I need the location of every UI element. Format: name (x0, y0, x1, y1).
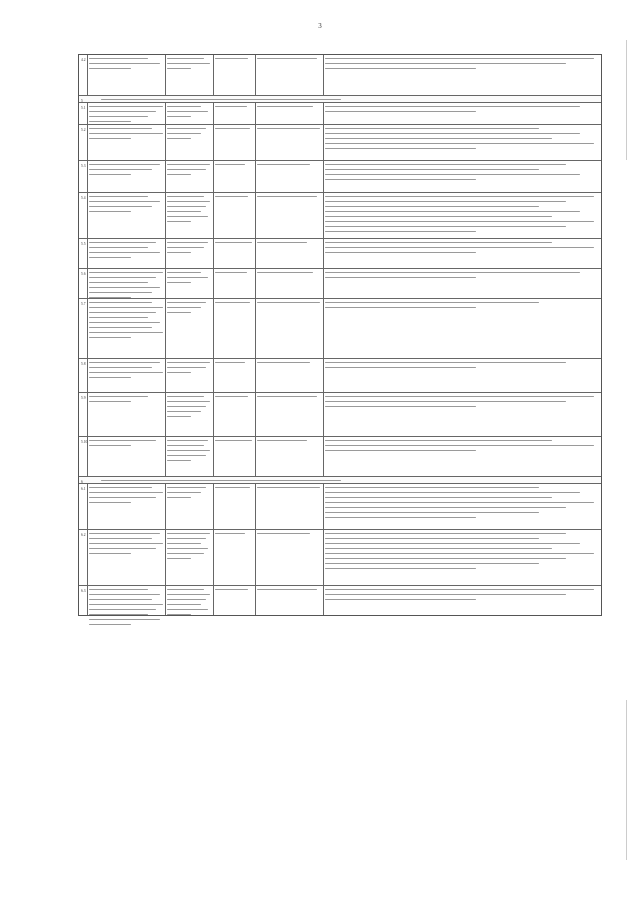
row-number: 5.7 (81, 302, 86, 306)
unreadable-text-line (325, 538, 539, 539)
unreadable-text-line (167, 307, 201, 308)
table-row (79, 192, 601, 238)
unreadable-text-line (89, 599, 152, 600)
unreadable-text-line (167, 221, 191, 222)
unreadable-text-line (89, 332, 163, 333)
unreadable-text-line (89, 492, 163, 493)
unreadable-text-line (257, 58, 317, 59)
unreadable-text-line (215, 396, 248, 397)
unreadable-text-line (167, 492, 201, 493)
unreadable-text-line (325, 507, 566, 508)
unreadable-text-line (89, 548, 156, 549)
unreadable-text-line (325, 563, 539, 564)
unreadable-text-line (167, 614, 191, 615)
unreadable-text-line (89, 307, 163, 308)
unreadable-text-line (325, 594, 566, 595)
unreadable-text-line (325, 362, 566, 363)
unreadable-text-line (325, 487, 539, 488)
unreadable-text-line (167, 497, 191, 498)
unreadable-text-line (89, 252, 160, 253)
unreadable-text-line (257, 487, 320, 488)
unreadable-text-line (325, 231, 476, 232)
unreadable-text-line (325, 174, 580, 175)
unreadable-text-line (89, 63, 160, 64)
unreadable-text-line (325, 502, 594, 503)
unreadable-text-line (257, 440, 307, 441)
unreadable-text-line (325, 492, 580, 493)
unreadable-text-line (325, 206, 539, 207)
unreadable-text-line (89, 322, 160, 323)
unreadable-text-line (325, 599, 476, 600)
unreadable-text-line (167, 401, 210, 402)
table-row (79, 392, 601, 436)
unreadable-text-line (89, 445, 131, 446)
unreadable-text-line (215, 106, 247, 107)
unreadable-text-line (167, 312, 191, 313)
unreadable-text-line (89, 196, 148, 197)
row-number: 6.2 (81, 533, 86, 537)
unreadable-text-line (325, 211, 580, 212)
unreadable-text-line (101, 99, 341, 100)
unreadable-text-line (167, 548, 208, 549)
unreadable-text-line (325, 133, 580, 134)
unreadable-text-line (89, 317, 148, 318)
unreadable-text-line (325, 272, 580, 273)
table-row (79, 124, 601, 160)
unreadable-text-line (89, 211, 131, 212)
row-number: 5.1 (81, 106, 86, 110)
unreadable-text-line (167, 450, 210, 451)
unreadable-text-line (167, 282, 191, 283)
unreadable-text-line (325, 216, 552, 217)
unreadable-text-line (89, 604, 163, 605)
unreadable-text-line (89, 312, 156, 313)
table-row (79, 160, 601, 192)
unreadable-text-line (215, 58, 248, 59)
unreadable-text-line (167, 196, 204, 197)
unreadable-text-line (325, 497, 552, 498)
unreadable-text-line (325, 302, 539, 303)
unreadable-text-line (325, 179, 476, 180)
unreadable-text-line (167, 272, 201, 273)
row-number: 5.4 (81, 196, 86, 200)
unreadable-text-line (89, 257, 131, 258)
unreadable-text-line (89, 201, 160, 202)
unreadable-text-line (89, 287, 160, 288)
row-number: 5.5 (81, 242, 86, 246)
unreadable-text-line (215, 487, 250, 488)
unreadable-text-line (325, 401, 566, 402)
unreadable-text-line (167, 460, 191, 461)
unreadable-text-line (167, 455, 206, 456)
unreadable-text-line (167, 440, 208, 441)
unreadable-text-line (167, 252, 191, 253)
unreadable-text-line (325, 221, 594, 222)
unreadable-text-line (89, 247, 148, 248)
table-row (79, 238, 601, 268)
unreadable-text-line (89, 111, 156, 112)
unreadable-text-line (215, 533, 245, 534)
table-row (79, 585, 601, 637)
unreadable-text-line (257, 164, 310, 165)
unreadable-text-line (89, 164, 160, 165)
row-number: 6 (81, 480, 83, 484)
table-row (79, 436, 601, 476)
unreadable-text-line (325, 111, 476, 112)
unreadable-text-line (89, 174, 131, 175)
unreadable-text-line (325, 450, 476, 451)
unreadable-text-line (89, 58, 148, 59)
unreadable-text-line (325, 106, 580, 107)
unreadable-text-line (325, 568, 476, 569)
unreadable-text-line (89, 367, 152, 368)
unreadable-text-line (325, 517, 476, 518)
unreadable-text-line (325, 164, 566, 165)
row-number: 5.6 (81, 272, 86, 276)
unreadable-text-line (215, 164, 245, 165)
unreadable-text-line (167, 594, 210, 595)
row-number: 5 (81, 99, 83, 103)
unreadable-text-line (325, 247, 594, 248)
unreadable-text-line (167, 558, 191, 559)
unreadable-text-line (215, 589, 248, 590)
unreadable-text-line (167, 487, 206, 488)
row-number: 5.9 (81, 396, 86, 400)
unreadable-text-line (325, 169, 539, 170)
scan-edge-mark (626, 40, 627, 160)
unreadable-text-line (215, 440, 252, 441)
unreadable-text-line (89, 327, 152, 328)
unreadable-text-line (325, 445, 594, 446)
unreadable-text-line (167, 411, 201, 412)
unreadable-text-line (167, 362, 210, 363)
unreadable-text-line (167, 201, 210, 202)
unreadable-text-line (167, 553, 204, 554)
row-number: 4.2 (81, 58, 86, 62)
unreadable-text-line (167, 106, 201, 107)
unreadable-text-line (215, 196, 248, 197)
row-number: 5.3 (81, 164, 86, 168)
unreadable-text-line (257, 396, 317, 397)
page-number: 3 (318, 22, 322, 30)
unreadable-text-line (167, 277, 208, 278)
unreadable-text-line (167, 302, 206, 303)
unreadable-text-line (167, 604, 201, 605)
unreadable-text-line (89, 372, 163, 373)
unreadable-text-line (89, 377, 131, 378)
unreadable-text-line (89, 619, 160, 620)
unreadable-text-line (167, 367, 206, 368)
unreadable-text-line (167, 206, 206, 207)
row-number: 5.8 (81, 362, 86, 366)
unreadable-text-line (325, 512, 539, 513)
unreadable-text-line (257, 533, 310, 534)
unreadable-text-line (89, 594, 160, 595)
unreadable-text-line (257, 302, 320, 303)
unreadable-text-line (89, 302, 152, 303)
table-row (79, 268, 601, 298)
unreadable-text-line (257, 196, 317, 197)
table-row (79, 483, 601, 529)
unreadable-text-line (215, 362, 245, 363)
unreadable-text-line (167, 396, 204, 397)
unreadable-text-line (89, 206, 152, 207)
unreadable-text-line (167, 211, 201, 212)
unreadable-text-line (325, 128, 539, 129)
unreadable-text-line (257, 362, 310, 363)
unreadable-text-line (325, 58, 594, 59)
section-header-row (79, 95, 601, 102)
unreadable-text-line (89, 543, 163, 544)
unreadable-text-line (167, 164, 210, 165)
unreadable-text-line (325, 68, 476, 69)
unreadable-text-line (325, 548, 552, 549)
unreadable-text-line (89, 553, 131, 554)
unreadable-text-line (215, 242, 252, 243)
unreadable-text-line (167, 116, 191, 117)
unreadable-text-line (325, 396, 594, 397)
row-number: 5.2 (81, 128, 86, 132)
unreadable-text-line (167, 133, 201, 134)
section-header-row (79, 476, 601, 483)
unreadable-text-line (325, 63, 566, 64)
unreadable-text-line (325, 148, 476, 149)
unreadable-text-line (167, 138, 191, 139)
unreadable-text-line (89, 533, 160, 534)
unreadable-text-line (89, 68, 131, 69)
unreadable-text-line (257, 242, 307, 243)
table-row (79, 529, 601, 585)
table-row (79, 102, 601, 124)
unreadable-text-line (167, 169, 206, 170)
unreadable-text-line (89, 624, 131, 625)
unreadable-text-line (325, 440, 552, 441)
unreadable-text-line (89, 396, 148, 397)
unreadable-text-line (325, 196, 594, 197)
unreadable-text-line (167, 111, 208, 112)
unreadable-text-line (89, 497, 156, 498)
unreadable-text-line (325, 252, 476, 253)
unreadable-text-line (89, 502, 131, 503)
unreadable-text-line (89, 106, 163, 107)
unreadable-text-line (89, 609, 156, 610)
unreadable-text-line (89, 440, 156, 441)
unreadable-text-line (167, 247, 204, 248)
unreadable-text-line (325, 277, 476, 278)
unreadable-text-line (325, 307, 476, 308)
unreadable-text-line (167, 242, 208, 243)
unreadable-text-line (167, 68, 191, 69)
unreadable-text-line (89, 121, 131, 122)
unreadable-text-line (167, 174, 191, 175)
row-number: 6.1 (81, 487, 86, 491)
unreadable-text-line (89, 589, 148, 590)
unreadable-text-line (89, 362, 160, 363)
unreadable-text-line (325, 242, 552, 243)
unreadable-text-line (325, 543, 580, 544)
unreadable-text-line (167, 128, 206, 129)
unreadable-text-line (101, 480, 341, 481)
indicator-table (78, 54, 602, 616)
unreadable-text-line (89, 272, 163, 273)
unreadable-text-line (89, 282, 148, 283)
unreadable-text-line (89, 277, 156, 278)
unreadable-text-line (325, 143, 594, 144)
unreadable-text-line (89, 169, 152, 170)
unreadable-text-line (89, 242, 156, 243)
unreadable-text-line (325, 589, 594, 590)
table-row (79, 298, 601, 358)
unreadable-text-line (89, 128, 152, 129)
unreadable-text-line (167, 589, 204, 590)
unreadable-text-line (257, 272, 313, 273)
unreadable-text-line (89, 614, 148, 615)
unreadable-text-line (167, 63, 210, 64)
scan-edge-mark (626, 700, 627, 860)
unreadable-text-line (89, 337, 131, 338)
unreadable-text-line (257, 589, 317, 590)
unreadable-text-line (325, 533, 566, 534)
unreadable-text-line (325, 138, 552, 139)
unreadable-text-line (325, 553, 594, 554)
unreadable-text-line (89, 487, 152, 488)
unreadable-text-line (325, 406, 476, 407)
unreadable-text-line (325, 558, 566, 559)
unreadable-text-line (89, 292, 152, 293)
unreadable-text-line (257, 128, 320, 129)
unreadable-text-line (167, 543, 201, 544)
table-row (79, 55, 601, 95)
unreadable-text-line (325, 226, 566, 227)
unreadable-text-line (167, 406, 206, 407)
unreadable-text-line (167, 416, 191, 417)
unreadable-text-line (167, 445, 204, 446)
unreadable-text-line (215, 128, 250, 129)
unreadable-text-line (215, 302, 250, 303)
unreadable-text-line (167, 58, 204, 59)
unreadable-text-line (89, 133, 163, 134)
unreadable-text-line (167, 609, 208, 610)
unreadable-text-line (167, 216, 208, 217)
unreadable-text-line (89, 116, 148, 117)
row-number: 5.10 (81, 440, 88, 444)
table-row (79, 358, 601, 392)
unreadable-text-line (167, 538, 206, 539)
unreadable-text-line (167, 372, 191, 373)
unreadable-text-line (89, 401, 131, 402)
unreadable-text-line (215, 272, 247, 273)
unreadable-text-line (325, 201, 566, 202)
row-number: 6.3 (81, 589, 86, 593)
unreadable-text-line (167, 533, 210, 534)
unreadable-text-line (257, 106, 313, 107)
unreadable-text-line (89, 138, 131, 139)
unreadable-text-line (325, 367, 476, 368)
unreadable-text-line (89, 538, 152, 539)
unreadable-text-line (167, 599, 206, 600)
